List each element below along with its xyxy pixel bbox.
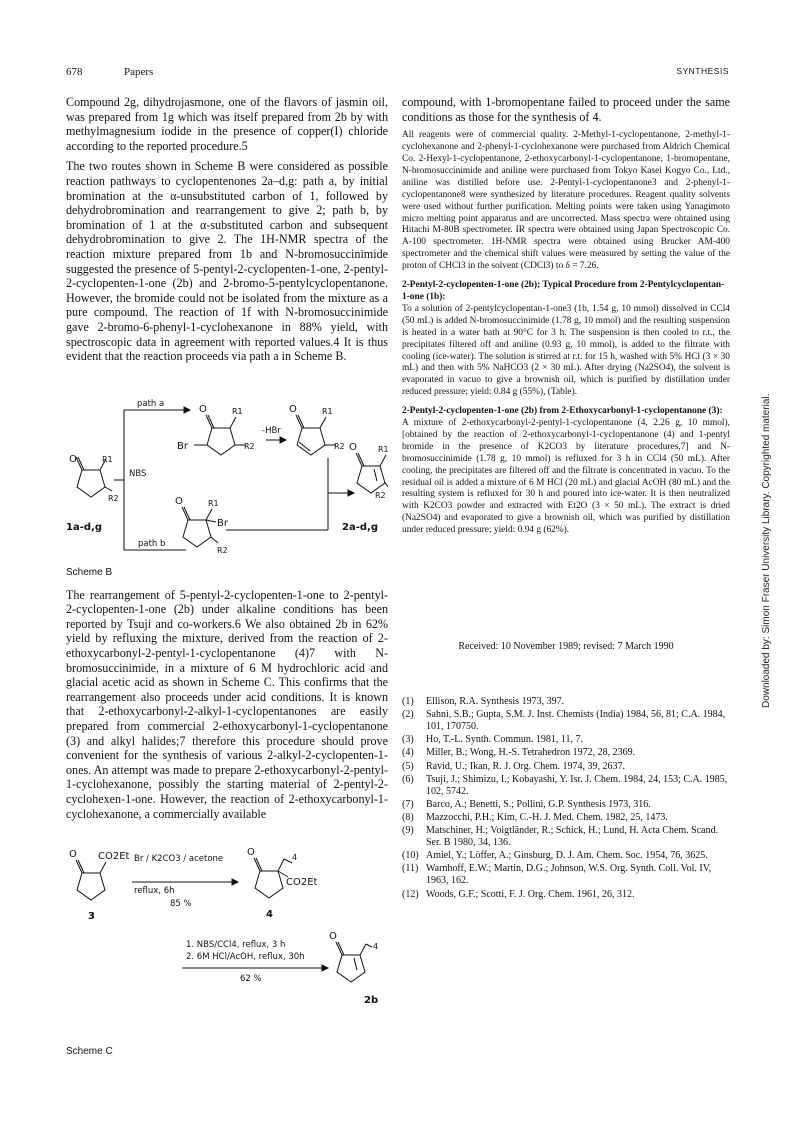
chain-subscript: 4 [292, 853, 298, 863]
experimental-general: All reagents were of commercial quality. 2-Methyl-1-cyclopentanone, 2-methyl-1-cyclohexanone and 2-phenyl-1-cyclohexanone were purchased from Aldrich Chemical Co. 2-Hexyl-1-cyclopentanone, 2-ethoxycarbonyl-1-cyclopentanone, 1-bromopentane, N-bromosuccinimide and aniline were purchased from Tokyo Kasei Kogyo Co., Ltd., aniline was distilled before use. 2-Pentyl-1-cyclopentanone3 and 2-phenyl-1-cyclopentanone8 were synthesized by literature procedures. Reagent quality solvents were used without further purification. Melting points were taken using Yanagimoto micro melting point apparatus and are uncorrected. Mass spectra were obtained using Hitachi M-80B spectrometer. IR spectra were obtained using Japan Spectroscopic Co. A-100 spectrometer. 1H-NMR spectra were obtained using Brucker AM-400 spectrometer and the chemical shift values were measured by setting the value of the proton of CHCl3 in the solvent (CDCl3) to δ = 7.26. [402, 130, 730, 272]
compound-label-2: 2a-d,g [342, 521, 378, 533]
section-name: Papers [124, 66, 154, 78]
atom-o: O [247, 847, 255, 859]
reference-item: (7) Barco, A.; Benetti, S.; Pollini, G.P. Synthesis 1973, 316. [402, 798, 651, 810]
compound-label-4: 4 [266, 909, 273, 921]
atom-o: O [69, 453, 77, 465]
step1-conditions: reflux, 6h [134, 886, 175, 897]
step2-line2: 2. 6M HCl/AcOH, reflux, 30h [186, 952, 305, 963]
procedure-heading: 2-Pentyl-2-cyclopenten-1-one (2b) from 2-Ethoxycarbonyl-1-cyclopentanone (3): [402, 406, 723, 417]
reference-item: (11) Warnhoff, E.W.; Martin, D.G.; Johnson, W.S. Org. Synth. Coll. Vol. IV, 1963, 162. [402, 863, 712, 887]
chain-subscript: 4 [373, 942, 379, 952]
reference-list [402, 696, 730, 901]
scheme-c-drawing [66, 833, 388, 1068]
paragraph: Compound 2g, dihydrojasmone, one of the flavors of jasmin oil, was prepared from 1g which was itself prepared from 2b by with methylmagnesium iodide in the presence of copper(I) chloride according to the reported procedure.5 [66, 95, 388, 153]
scheme-b-caption: Scheme B [66, 566, 113, 578]
scheme-b-drawing [66, 370, 388, 565]
r1-label: R1 [322, 406, 333, 416]
right-column [402, 95, 730, 902]
reference-item: (12) Woods, G.F.; Scotti, F. J. Org. Chem. 1961, 26, 312. [402, 888, 635, 900]
ester-label: CO2Et [286, 877, 318, 889]
step1-yield: 85 % [170, 899, 192, 910]
atom-o: O [69, 849, 77, 861]
r2-label: R2 [108, 493, 119, 503]
atom-o: O [329, 931, 337, 943]
paragraph: compound, with 1-bromopentane failed to proceed under the same conditions as those for the synthesis of 4. [402, 95, 730, 124]
path-b-label: path b [138, 538, 166, 549]
compound-label-3: 3 [88, 911, 95, 923]
scheme-c-figure [66, 833, 388, 1095]
paragraph: The rearrangement of 5-pentyl-2-cyclopenten-1-one to 2-pentyl-2-cyclopenten-1-one (2b) under alkaline conditions has been reported by Tsuji and co-workers.6 We also obtained 2b in 62% yield by refluxing the mixture, derived from the reaction of 2-ethoxycarbonyl-2-pentyl-1-cyclopentanone (4)7 with N-bromosuccinimide, in a mixture of 6 M hydrochloric acid and glacial acetic acid as shown in Scheme C. This confirms that the rearrangement also proceeds under acid conditions. It is known that 2-ethoxycarbonyl-2-alkyl-1-cyclopentanones are easily prepared from commercial 2-ethoxycarbonyl-1-cyclopentanone (3) and alkyl halides;7 therefore this procedure should prove convenient for the synthesis of various 2-alkyl-2-cyclopenten-1-ones. An attempt was made to prepare 2-ethoxycarbonyl-2-pentyl-1-cyclohexanone, possibly the starting material of 2-pentyl-2-cyclohexen-1-one. However, the reaction of 2-ethoxycarbonyl-1-cyclohexanone, a commercially available [66, 587, 388, 821]
procedure-heading: 2-Pentyl-2-cyclopenten-1-one (2b); Typical Procedure from 2-Pentylcyclopentan-1-one (1b): [402, 280, 725, 302]
reagent-nbs: NBS [129, 468, 147, 479]
r2-label: R2 [244, 441, 255, 451]
bromine-label: Br [217, 517, 228, 529]
reference-item: (3) Ho, T.-L. Synth. Commun. 1981, 11, 7. [402, 734, 584, 746]
r1-label: R1 [232, 406, 243, 416]
download-watermark [749, 250, 772, 710]
left-column [66, 95, 388, 1095]
r1-label: R1 [208, 498, 219, 508]
r2-label: R2 [217, 545, 228, 555]
reference-item: (6) Tsuji, J.; Shimizu, I.; Kobayashi, Y. Isr. J. Chem. 1984, 24, 153; C.A. 1985, 102, 5742. [402, 773, 728, 797]
minus-hbr-label: -HBr [262, 425, 281, 436]
compound-label-2b: 2b [364, 995, 379, 1007]
bromine-label: Br [177, 440, 188, 452]
paragraph: The two routes shown in Scheme B were considered as possible reaction pathways to cyclopentenones 2a–d,g: path a, by initial bromination at the α-unsubstituted carbon of 1, followed by dehydrobromination and rearrangement to give 2; path b, by bromination of 1 at the α-substituted carbon and subsequent dehydrobromination to give 2. The 1H-NMR spectra of the reaction mixture prepared from 1b and N-bromosuccinimide suggested the presence of 5-pentyl-2-cyclopenten-1-one, 2-pentyl-2-cyclopenten-1-one (2b) and 2-bromo-5-pentylcyclopentanone. However, the bromide could not be isolated from the mixture as a pure compound. The reaction of 1f with N-bromosuccinimide gave 2-bromo-6-phenyl-1-cyclohexanone in 88% yield, with spectroscopic data in agreement with reported values.4 It is thus evident that the reaction proceeds via path a in Scheme B. [66, 159, 388, 364]
r1-label: R1 [102, 454, 113, 464]
atom-o: O [349, 441, 357, 453]
page-number: 678 [66, 66, 83, 78]
atom-o: O [199, 403, 207, 415]
step2-yield: 62 % [240, 974, 262, 985]
r1-label: R1 [378, 444, 388, 454]
scheme-b-figure [66, 370, 388, 565]
step2-line1: 1. NBS/CCl4, reflux, 3 h [186, 940, 286, 951]
download-notice: Downloaded by: Simon Fraser University Library. Copyrighted material. [761, 393, 772, 708]
procedure-text: To a solution of 2-pentylcyclopentan-1-one3 (1b, 1.54 g, 10 mmol) dissolved in CCl4 (50 mL) is added N-bromosuccinimide (1.78 g, 10 mmol) and the resulting suspension is heated in a water bath at 90°C for 3 h. The suspension is then cooled to r.t., the precipitates filtered off and aniline (0.93 g, 10 mmol), is added to the filtrate with cooling (ice-water). The solution is stirred at r.t. for 15 h, washed with 5% HCl (3 × 30 mL) and then with 5% NaHCO3 (2 × 30 mL). After drying (Na2SO4), the solvent is evaporated in vacuo to give a brownish oil, which is purified by distillation under reduced pressure; yield: 0.84 g (55%), (Table). [402, 303, 730, 398]
reference-item: (8) Mazzocchi, P.H.; Kim, C.-H. J. Med. Chem. 1982, 25, 1473. [402, 811, 668, 823]
reference-item: (5) Ravid, U.; Ikan, R. J. Org. Chem. 1974, 39, 2637. [402, 760, 625, 772]
reference-item: (4) Miller, B.; Wong, H.-S. Tetrahedron 1972, 28, 2369. [402, 747, 636, 759]
ester-label: CO2Et [98, 851, 130, 863]
atom-o: O [175, 495, 183, 507]
reference-item: (10) Amiel, Y.; Löffer, A.; Ginsburg, D. J. Am. Chem. Soc. 1954, 76, 3625. [402, 850, 708, 862]
reference-item: (9) Matschiner, H.; Voigtländer, R.; Schick, H.; Lund, H. Acta Chem. Scand. Ser. B 1980, 34, 136. [402, 825, 719, 849]
step1-reagents: Br / K2CO3 / acetone [134, 854, 224, 865]
procedure-text: A mixture of 2-ethoxycarbonyl-2-pentyl-1-cyclopentanone (4, 2.26 g, 10 mmol), [obtained by the reaction of 2-ethoxycarbonyl-1-cyclopentanone (4) and 1-pentyl bromide in the presence of K2CO3 by literature procedures,7] and N-bromosuccinimide (1.78 g, 10 mmol) is refluxed for 3 h in CCl4 (50 mL). After cooling, the precipitates are filtered off and the filtrate is concentrated in vacuo. To the residual oil is added a mixture of 6 M HCl (20 mL) and glacial AcOH (80 mL) and the resulting system is refluxed for 30 h and poured into ice-water. It is then neutralized with K2CO3 powder and extracted with Et2O (3 × 50 mL). The extract is dried (Na2SO4) and evaporated to give a brownish oil, which was purified by distillation under reduced pressure; yield: 0.94 g (62%). [402, 418, 730, 536]
path-a-label: path a [137, 398, 165, 409]
atom-o: O [289, 403, 297, 415]
r2-label: R2 [375, 490, 386, 500]
received-date: Received: 10 November 1989; revised: 7 March 1990 [458, 641, 674, 653]
compound-label-1: 1a-d,g [66, 521, 102, 533]
journal-name: SYNTHESIS [676, 66, 729, 76]
reference-item: (2) Sahni, S.B.; Gupta, S.M. J. Inst. Chemists (India) 1984, 56, 81; C.A. 1984, 101, 170750. [402, 709, 726, 733]
scheme-c-caption: Scheme C [66, 1046, 113, 1057]
page-header [66, 66, 729, 82]
reference-item: (1) Ellison, R.A. Synthesis 1973, 397. [402, 696, 565, 708]
r2-label: R2 [334, 441, 345, 451]
